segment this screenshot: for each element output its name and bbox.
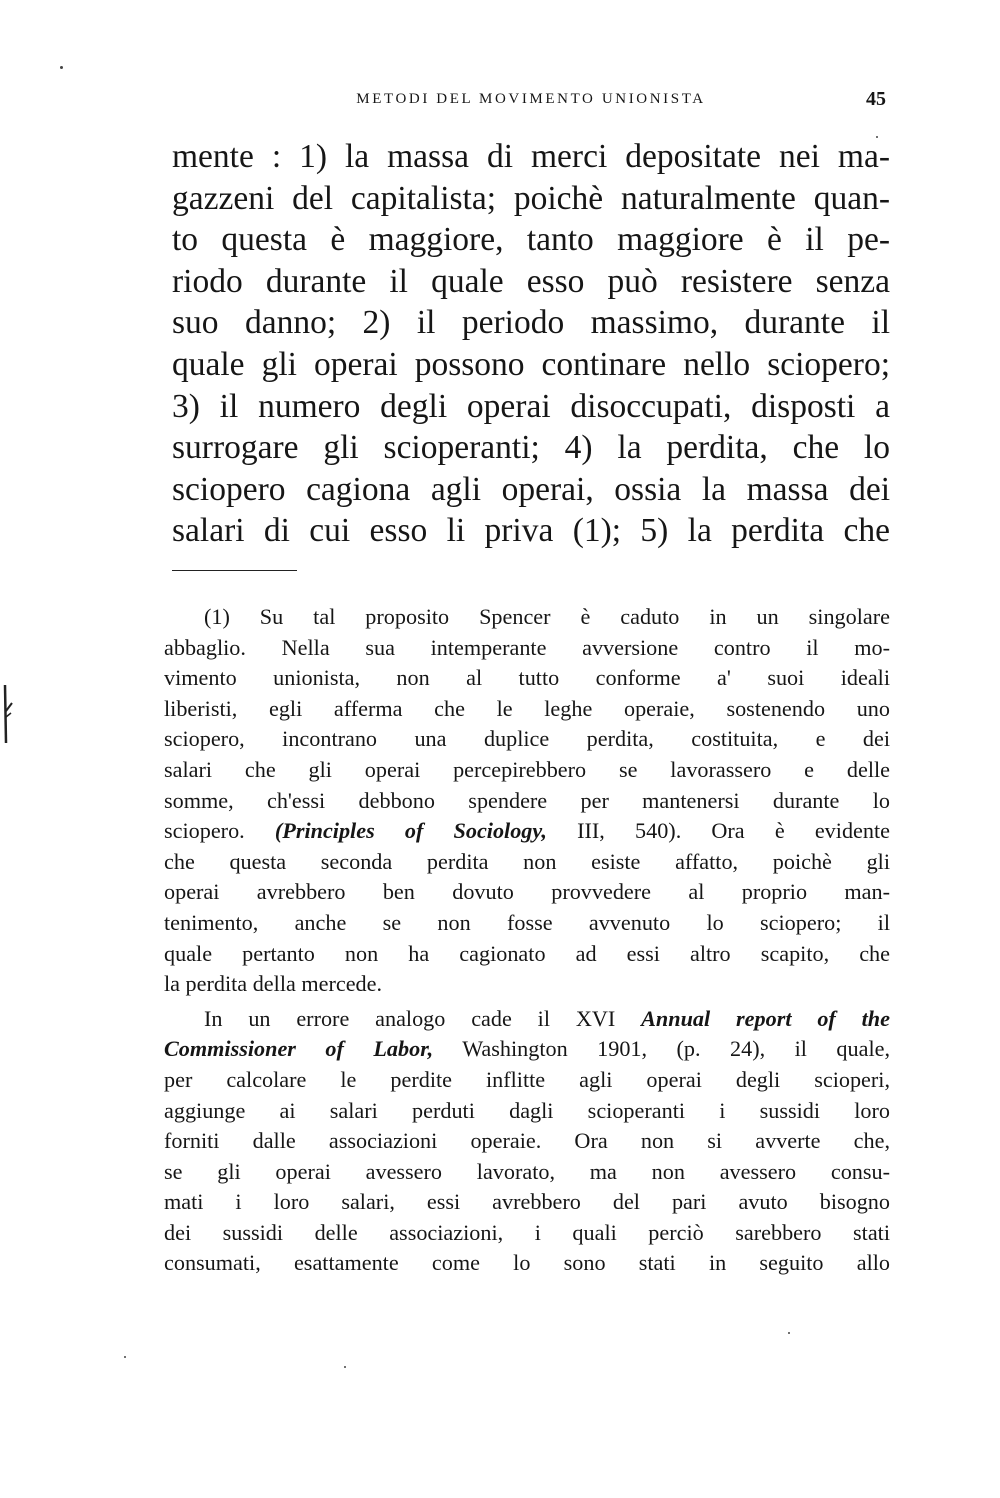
footnote-line: liberisti, egli afferma che le leghe operaie, sostenendo uno	[164, 695, 890, 721]
footnote-line: per calcolare le perdite inflitte agli operai degli scioperi,	[164, 1066, 890, 1092]
body-line: suo danno; 2) il periodo massimo, durante il	[172, 304, 890, 342]
footnote-line: operai avrebbero ben dovuto provvedere al proprio man-	[164, 879, 890, 905]
running-head	[172, 88, 890, 114]
body-line: quale gli operai possono continare nello sciopero;	[172, 345, 890, 383]
ink-speck	[876, 136, 878, 138]
footnote-line: salari che gli operai percepirebbero se lavorassero e delle	[164, 756, 890, 782]
body-line: sciopero cagiona agli operai, ossia la massa dei	[172, 470, 890, 508]
footnote-line	[164, 1004, 890, 1035]
footnote-line: (1) Su tal proposito Spencer è caduto in un singolare	[204, 604, 890, 629]
body-line: riodo durante il quale esso può resistere senza	[172, 262, 890, 300]
footnote-text: In un errore analogo cade il XVI	[204, 1005, 642, 1031]
footnote-line	[164, 1034, 890, 1065]
footnote-text: sciopero.	[164, 818, 275, 844]
footnote-line: che questa seconda perdita non esiste affatto, poichè gli	[164, 848, 890, 874]
footnote-line: quale pertanto non ha cagionato ad essi altro scapito, che	[164, 940, 890, 966]
body-line: to questa è maggiore, tanto maggiore è il pe-	[172, 221, 890, 259]
footnote-line	[164, 816, 890, 847]
footnote-line: mati i loro salari, essi avrebbero del pari avuto bisogno	[164, 1189, 890, 1215]
margin-ink-mark	[0, 683, 14, 745]
footnote-text	[296, 1036, 325, 1061]
body-line: salari di cui esso li priva (1); 5) la perdita che	[172, 512, 890, 550]
footnote-line: sciopero, incontrano una duplice perdita, costituita, e dei	[164, 726, 890, 752]
footnote-line: abbaglio. Nella sua intemperante avversione contro il mo-	[164, 634, 890, 660]
book-citation: (Principles of Sociology,	[274, 818, 547, 844]
footnote-text: Washington 1901, (p. 24), il quale,	[433, 1036, 890, 1062]
body-line: gazzeni del capitalista; poichè naturalmente quan-	[172, 179, 890, 217]
page-number: 45	[866, 88, 886, 110]
footnote-line: forniti dalle associazioni operaie. Ora non si avverte che,	[164, 1128, 890, 1154]
footnote-line: dei sussidi delle associazioni, i quali perciò sarebbero stati	[164, 1219, 890, 1245]
footnote-line: vimento unionista, non al tutto conforme a' suoi ideali	[164, 665, 890, 691]
footnote-line: aggiunge ai salari perduti dagli scioperanti i sussidi loro	[164, 1097, 890, 1123]
footnote-text: III, 540). Ora è evidente	[546, 818, 890, 844]
footnote-line: se gli operai avessero lavorato, ma non avessero consu-	[164, 1158, 890, 1184]
ink-speck	[124, 1356, 126, 1358]
running-title: METODI DEL MOVIMENTO UNIONISTA	[356, 91, 706, 107]
body-line: 3) il numero degli operai disoccupati, disposti a	[172, 387, 890, 425]
footnote-line: la perdita della mercede.	[164, 971, 383, 997]
footnote-line: consumati, esattamente come lo sono stati in seguito allo	[164, 1250, 890, 1276]
body-line: mente : 1) la massa di merci depositate nei ma-	[172, 138, 890, 175]
footnote-line: somme, ch'essi debbono spendere per mantenersi durante lo	[164, 787, 890, 813]
report-citation: of Labor,	[325, 1036, 434, 1062]
footnote-divider	[172, 570, 297, 571]
footnote-line: tenimento, anche se non fosse avvenuto lo sciopero; il	[164, 909, 890, 935]
body-line: surrogare gli scioperanti; 4) la perdita, che lo	[172, 429, 890, 467]
report-citation: Annual report of the	[641, 1005, 890, 1031]
footnote-block	[164, 602, 890, 1279]
ink-speck	[788, 1332, 790, 1334]
ink-speck	[344, 1366, 346, 1368]
main-text-block	[172, 136, 890, 552]
ink-speck	[60, 66, 63, 69]
report-citation: Commissioner	[164, 1036, 296, 1062]
